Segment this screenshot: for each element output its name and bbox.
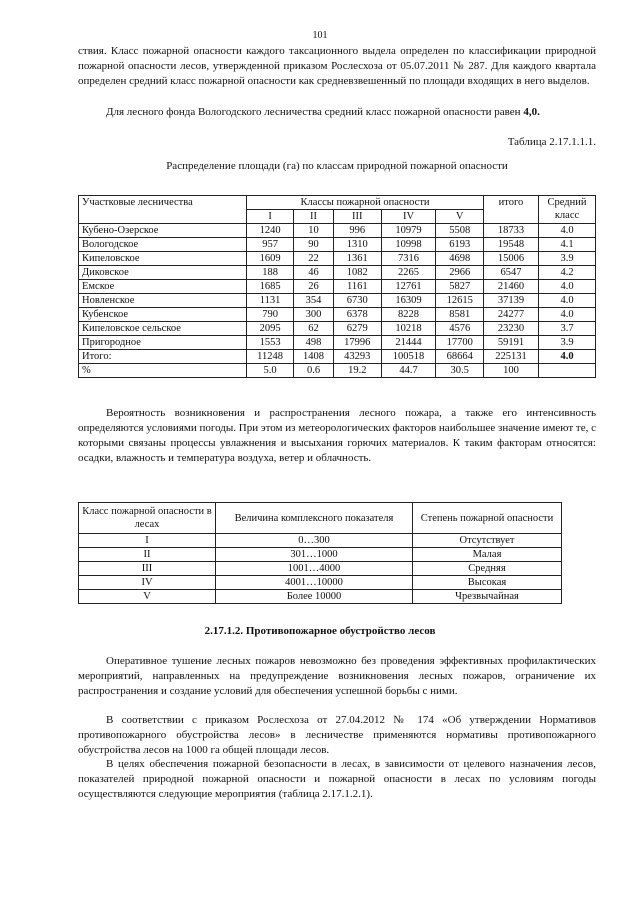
forestry-name-cell: Диковское: [79, 266, 247, 280]
fire-class-cell: II: [79, 548, 216, 562]
forestry-name-cell: Новленское: [79, 294, 247, 308]
header-average: Средний класс: [539, 196, 596, 224]
class-area-cell: 6730: [334, 294, 381, 308]
table-row: [79, 238, 596, 252]
class-area-cell: 17700: [436, 336, 483, 350]
average-class-cell: 4.0: [539, 224, 596, 238]
forestry-name-cell: Итого:: [79, 350, 247, 364]
weather-paragraph: Вероятность возникновения и распространения лесного пожара, а также его интенсивность определяются условиями погоды. При этом из метеорологических факторов наибольшее значение имеют те, с которыми связаны процессы увлажнения и высыхания горючих материалов. К таким факторам относятся: осадки, влажность и температура воздуха, ветер и облачность.: [78, 407, 596, 464]
class-header-cell: IV: [381, 210, 436, 224]
class-area-cell: 1553: [247, 336, 294, 350]
forestry-name-cell: Емское: [79, 280, 247, 294]
class-area-cell: 1685: [247, 280, 294, 294]
class-area-cell: 26: [294, 280, 334, 294]
average-class-cell: 4.0: [539, 280, 596, 294]
class-area-cell: 19.2: [334, 364, 381, 378]
class-area-cell: 10218: [381, 322, 436, 336]
class-area-cell: 8581: [436, 308, 483, 322]
class-area-cell: 1240: [247, 224, 294, 238]
class-header-cell: III: [334, 210, 381, 224]
table-row: [79, 308, 596, 322]
average-class-cell: 3.9: [539, 252, 596, 266]
fire-class-cell: V: [79, 590, 216, 604]
measures-paragraph: В целях обеспечения пожарной безопасности в лесах, в зависимости от целевого назначения лесов, показателей природной пожарной опасности и пожарной опасности в лесах по условиям погоды осуществляются следующие мероприятия (таблица 2.17.1.2.1).: [78, 758, 596, 800]
class-area-cell: 10: [294, 224, 334, 238]
header-forestry: Участковые лесничества: [79, 196, 247, 224]
class-area-cell: 68664: [436, 350, 483, 364]
class-area-cell: 6193: [436, 238, 483, 252]
total-cell: 21460: [483, 280, 538, 294]
class-area-cell: 2966: [436, 266, 483, 280]
class-area-cell: 43293: [334, 350, 381, 364]
class-area-cell: 5.0: [247, 364, 294, 378]
fire-class-cell: III: [79, 562, 216, 576]
class-area-cell: 2095: [247, 322, 294, 336]
class-area-cell: 46: [294, 266, 334, 280]
average-class-cell: 3.7: [539, 322, 596, 336]
class-header-cell: II: [294, 210, 334, 224]
class-area-cell: 996: [334, 224, 381, 238]
page-number: 101: [312, 30, 328, 41]
danger-degree-cell: Средняя: [413, 562, 562, 576]
header-classes: Классы пожарной опасности: [247, 196, 484, 210]
table-row: [79, 280, 596, 294]
danger-degree-cell: Отсутствует: [413, 534, 562, 548]
forestry-name-cell: %: [79, 364, 247, 378]
class-area-cell: 5827: [436, 280, 483, 294]
class-area-cell: 100518: [381, 350, 436, 364]
index-range-cell: 301…1000: [216, 548, 413, 562]
average-class-sentence: Для лесного фонда Вологодского лесничества средний класс пожарной опасности равен: [106, 106, 521, 118]
class-area-cell: 0.6: [294, 364, 334, 378]
average-class-value: 4,0.: [523, 106, 540, 118]
index-range-cell: 4001…10000: [216, 576, 413, 590]
class-area-cell: 1609: [247, 252, 294, 266]
fire-class-cell: I: [79, 534, 216, 548]
index-range-cell: 1001…4000: [216, 562, 413, 576]
forestry-name-cell: Кипеловское сельское: [79, 322, 247, 336]
class-area-cell: 5508: [436, 224, 483, 238]
class-area-cell: 4576: [436, 322, 483, 336]
intro-paragraph: ствия. Класс пожарной опасности каждого таксационного выдела определен по классификации природной пожарной опасности лесов, утвержденной приказом Рослесхоза от 05.07.2011 № 287. Для каждого квартала определен средний класс пожарной опасности как средневзвешенный по площади входящих в него выделов.: [78, 45, 596, 87]
table-row: [79, 350, 596, 364]
class-area-cell: 6378: [334, 308, 381, 322]
table-row: [79, 534, 562, 548]
total-cell: 37139: [483, 294, 538, 308]
average-class-cell: 3.9: [539, 336, 596, 350]
class-area-cell: 1310: [334, 238, 381, 252]
class-area-cell: 90: [294, 238, 334, 252]
class-area-cell: 790: [247, 308, 294, 322]
index-range-cell: Более 10000: [216, 590, 413, 604]
danger-degree-cell: Высокая: [413, 576, 562, 590]
average-class-cell: [539, 364, 596, 378]
header-danger-degree: Степень пожарной опасности: [413, 503, 562, 534]
average-class-cell: 4.0: [539, 294, 596, 308]
table-row: [79, 562, 562, 576]
table-row: [79, 590, 562, 604]
table-label: Таблица 2.17.1.1.1.: [507, 136, 596, 148]
table-title: Распределение площади (га) по классам природной пожарной опасности: [166, 160, 508, 172]
class-area-cell: 11248: [247, 350, 294, 364]
average-class-cell: 4.0: [539, 308, 596, 322]
class-area-cell: 7316: [381, 252, 436, 266]
table-row: [79, 294, 596, 308]
forestry-name-cell: Пригородное: [79, 336, 247, 350]
table-row: [79, 548, 562, 562]
table-row: [79, 266, 596, 280]
total-cell: 6547: [483, 266, 538, 280]
class-area-cell: 300: [294, 308, 334, 322]
class-area-cell: 957: [247, 238, 294, 252]
forestry-name-cell: Вологодское: [79, 238, 247, 252]
class-area-cell: 44.7: [381, 364, 436, 378]
class-area-cell: 21444: [381, 336, 436, 350]
header-fire-class: Класс пожарной опасности в лесах: [79, 503, 216, 534]
class-area-cell: 17996: [334, 336, 381, 350]
forestry-name-cell: Кипеловское: [79, 252, 247, 266]
index-range-cell: 0…300: [216, 534, 413, 548]
class-area-cell: 1131: [247, 294, 294, 308]
section-heading: 2.17.1.2. Противопожарное обустройство лесов: [204, 625, 436, 637]
class-area-cell: 1361: [334, 252, 381, 266]
class-area-cell: 16309: [381, 294, 436, 308]
class-area-cell: 1161: [334, 280, 381, 294]
class-area-cell: 1408: [294, 350, 334, 364]
forestry-name-cell: Кубено-Озерское: [79, 224, 247, 238]
class-area-cell: 8228: [381, 308, 436, 322]
class-area-cell: 188: [247, 266, 294, 280]
table-row: [79, 224, 596, 238]
class-area-cell: 62: [294, 322, 334, 336]
fire-danger-scale-table: [78, 502, 562, 604]
class-header-cell: I: [247, 210, 294, 224]
header-total: итого: [483, 196, 538, 224]
class-area-cell: 22: [294, 252, 334, 266]
class-area-cell: 10979: [381, 224, 436, 238]
header-index-value: Величина комплексного показателя: [216, 503, 413, 534]
regulation-paragraph: В соответствии с приказом Рослесхоза от 27.04.2012 № 174 «Об утверждении Нормативов противопожарного обустройства лесов» в лесничестве применяются нормативы противопожарного обустройства лесов на 1000 га общей площади лесов.: [78, 714, 596, 756]
class-area-cell: 30.5: [436, 364, 483, 378]
table-row: [79, 252, 596, 266]
average-class-cell: 4.0: [539, 350, 596, 364]
average-class-cell: 4.1: [539, 238, 596, 252]
class-area-cell: 2265: [381, 266, 436, 280]
prevention-paragraph: Оперативное тушение лесных пожаров невозможно без проведения эффективных профилактических мероприятий, направленных на предупреждение возникновения лесных пожаров, ограничение их распространения и создание условий для обеспечения успешной борьбы с ними.: [78, 655, 596, 697]
total-cell: 15006: [483, 252, 538, 266]
class-area-cell: 12615: [436, 294, 483, 308]
table-row: [79, 364, 596, 378]
class-area-cell: 498: [294, 336, 334, 350]
forestry-name-cell: Кубенское: [79, 308, 247, 322]
class-area-cell: 10998: [381, 238, 436, 252]
total-cell: 59191: [483, 336, 538, 350]
danger-degree-cell: Малая: [413, 548, 562, 562]
table-row: [79, 576, 562, 590]
total-cell: 18733: [483, 224, 538, 238]
fire-class-cell: IV: [79, 576, 216, 590]
total-cell: 23230: [483, 322, 538, 336]
class-area-cell: 1082: [334, 266, 381, 280]
total-cell: 100: [483, 364, 538, 378]
total-cell: 19548: [483, 238, 538, 252]
class-area-cell: 12761: [381, 280, 436, 294]
danger-degree-cell: Чрезвычайная: [413, 590, 562, 604]
class-header-cell: V: [436, 210, 483, 224]
total-cell: 225131: [483, 350, 538, 364]
average-class-paragraph: [78, 105, 596, 120]
average-class-cell: 4.2: [539, 266, 596, 280]
class-area-cell: 6279: [334, 322, 381, 336]
class-area-cell: 4698: [436, 252, 483, 266]
fire-class-area-table: [78, 195, 596, 378]
table-row: [79, 322, 596, 336]
total-cell: 24277: [483, 308, 538, 322]
class-area-cell: 354: [294, 294, 334, 308]
table-row: [79, 336, 596, 350]
